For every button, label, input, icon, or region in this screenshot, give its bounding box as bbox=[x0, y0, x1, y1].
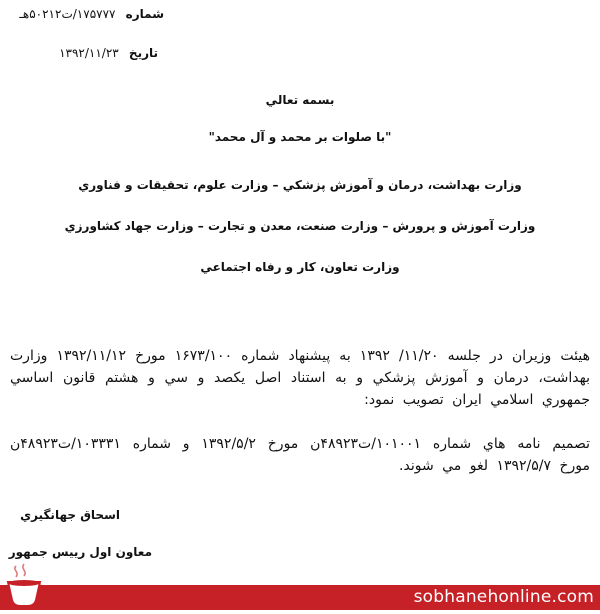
decision-paragraph: هيئت وزيران در جلسه ۱۱/۲۰/ ۱۳۹۲ به پيشنهاد شماره ۱۶۷۳/۱۰۰ مورخ ۱۳۹۲/۱۱/۱۲ وزارت بهداشت، درمان و آموزش پزشکي و به استناد اصل يکصد و سي و هشتم قانون اساسي جمهوري اسلامي ايران تصويب نمود: bbox=[10, 348, 590, 408]
letter-date-line bbox=[59, 46, 158, 60]
signatory-title: معاون اول رييس جمهور bbox=[8, 545, 152, 559]
signatory-name: اسحاق جهانگيري bbox=[20, 508, 120, 522]
letter-number-line bbox=[19, 7, 164, 21]
letter-date-label: تاريخ bbox=[128, 46, 158, 60]
letter-date-value: ۱۳۹۲/۱۱/۲۳ bbox=[59, 46, 119, 60]
letter-number-label: شماره bbox=[125, 7, 164, 21]
letter-number-value: ۱۷۵۷۷۷/ت۵۰۲۱۲هـ bbox=[19, 7, 116, 21]
salavat-heading: "با صلوات بر محمد و آل محمد" bbox=[208, 130, 392, 144]
besmeh-heading: بسمه تعالي bbox=[265, 93, 335, 107]
recipients-line-3: وزارت تعاون، کار و رفاه اجتماعي bbox=[200, 260, 400, 274]
recipients-line-1: وزارت بهداشت، درمان و آموزش پزشکي – وزارت علوم، تحقيقات و فناوري bbox=[78, 178, 522, 192]
teacup-logo-icon bbox=[2, 560, 58, 610]
recipients-line-2: وزارت آموزش و پرورش – وزارت صنعت، معدن و تجارت – وزارت جهاد کشاورزي bbox=[64, 219, 536, 233]
site-name-link[interactable]: sobhanehonline.com bbox=[413, 587, 594, 607]
annulment-paragraph: تصميم نامه هاي شماره ۱۰۱۰۰۱/ت۴۸۹۲۳ن مورخ ۱۳۹۲/۵/۲ و شماره ۱۰۳۳۳۱/ت۴۸۹۲۳ن مورخ ۱۳۹۲/۵/۷ لغو مي شوند. bbox=[10, 436, 591, 474]
